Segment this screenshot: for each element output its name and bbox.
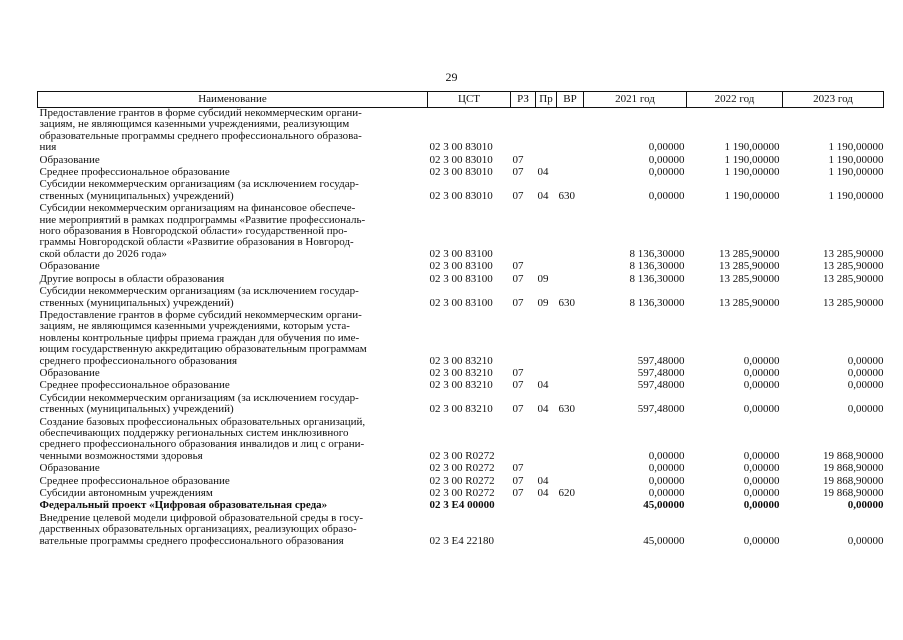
cell-name: Субсидии некоммерческим организациям (за исключением государ- ственных (муниципальных) учреждений): [39, 178, 359, 202]
cell-2022: 0,00000: [743, 379, 780, 392]
cell-2022: 13 285,90000: [719, 247, 780, 260]
cell-pr: 04: [537, 474, 549, 487]
header-pr: Пр: [536, 92, 557, 108]
cell-pr: [536, 500, 557, 512]
cell-name: Другие вопросы в области образования: [39, 272, 225, 285]
cell-name: Субсидии некоммерческим организациям (за исключением государ- ственных (муниципальных) учреждений): [39, 391, 359, 416]
cell-2023: 1 190,00000: [828, 153, 884, 166]
cell-name: Среднее профессиональное образование: [39, 166, 230, 179]
table-row: [38, 463, 884, 475]
cell-name: Образование: [39, 153, 100, 166]
cell-vr: [557, 500, 584, 512]
cell-2021: 0,00000: [648, 449, 685, 462]
cell-vr: [557, 108, 584, 155]
cell-pr: 09: [537, 296, 549, 309]
cell-2022: 0,00000: [743, 462, 780, 475]
cell-2021: 597,48000: [637, 403, 685, 416]
cell-rz: 07: [512, 189, 524, 202]
cell-pr: [536, 463, 557, 475]
cell-rz: 07: [512, 166, 524, 179]
cell-pr: 04: [537, 379, 549, 392]
table-row: [38, 203, 884, 261]
cell-pr: [536, 203, 557, 261]
cell-cst: 02 3 00 R0272: [429, 487, 495, 499]
cell-rz: 07: [512, 272, 524, 285]
cell-pr: 09: [537, 272, 549, 285]
cell-cst: 02 3 00 83210: [429, 379, 493, 392]
cell-2021: 0,00000: [648, 462, 685, 475]
cell-cst: 02 3 00 83100: [429, 247, 493, 260]
cell-rz: 07: [512, 260, 524, 273]
cell-name: Предоставление грантов в форме субсидий некоммерческим органи- зациям, не являющимся казенными учреждениями, которым уста- новлены контрольные цифры приема граждан для обучения по име- ющим государственную аккредитацию образовательным программам среднего профессионального образования: [39, 308, 367, 367]
cell-rz: [511, 500, 536, 512]
cell-name: Образование: [39, 260, 100, 273]
cell-2023: 0,00000: [847, 354, 884, 367]
cell-rz: [511, 310, 536, 368]
cell-2023: 0,00000: [847, 403, 884, 416]
cell-vr: 620: [558, 487, 575, 499]
cell-rz: [511, 203, 536, 261]
header-2021: 2021 год: [584, 92, 687, 108]
cell-2022: 1 190,00000: [724, 153, 780, 166]
cell-2022: 0,00000: [743, 449, 780, 462]
cell-cst: 02 3 00 83010: [429, 141, 493, 154]
cell-vr: [557, 310, 584, 368]
cell-rz: 07: [512, 487, 524, 499]
header-2022: 2022 год: [687, 92, 783, 108]
cell-2022: 0,00000: [743, 534, 780, 547]
cell-pr: 04: [537, 403, 549, 416]
table-row: [38, 108, 884, 155]
cell-cst: 02 3 E4 00000: [429, 499, 495, 512]
cell-2021: 0,00000: [648, 189, 685, 202]
cell-2022: 1 190,00000: [724, 189, 780, 202]
cell-cst: 02 3 00 83210: [429, 354, 493, 367]
cell-vr: [557, 368, 584, 380]
cell-2023: 0,00000: [847, 499, 884, 512]
cell-vr: [557, 380, 584, 392]
cell-pr: [536, 513, 557, 548]
cell-2023: 0,00000: [847, 534, 884, 547]
cell-2022: 0,00000: [743, 354, 780, 367]
header-row: [38, 92, 884, 108]
cell-rz: [511, 513, 536, 548]
cell-2023: 13 285,90000: [823, 247, 884, 260]
table-row: [38, 513, 884, 548]
cell-vr: [557, 417, 584, 464]
table-row: [38, 417, 884, 464]
cell-vr: 630: [558, 403, 575, 416]
cell-pr: [536, 310, 557, 368]
cell-cst: 02 3 00 83100: [429, 260, 493, 273]
cell-2023: 1 190,00000: [828, 141, 884, 154]
cell-name: Образование: [39, 366, 100, 379]
budget-table: [37, 91, 884, 548]
cell-name: Субсидии некоммерческим организациям (за исключением государ- ственных (муниципальных) учреждений): [39, 285, 359, 309]
cell-2021: 597,48000: [637, 366, 685, 379]
cell-rz: 07: [512, 379, 524, 392]
cell-rz: 07: [512, 462, 524, 475]
cell-2021: 45,00000: [643, 534, 685, 547]
table-row: [38, 286, 884, 310]
cell-name: Субсидии автономным учреждениям: [39, 487, 213, 499]
cell-2023: 1 190,00000: [828, 166, 884, 179]
cell-name: Предоставление грантов в форме субсидий некоммерческим органи- зациям, не являющимся казенными учреждениями, реализующим образовательные программы среднего профессионального образова- ния: [39, 107, 362, 154]
cell-2022: 0,00000: [743, 487, 780, 499]
header-rz: РЗ: [511, 92, 536, 108]
cell-2023: 0,00000: [847, 366, 884, 379]
cell-2021: 597,48000: [637, 379, 685, 392]
cell-name: Федеральный проект «Цифровая образовательная среда»: [39, 499, 328, 512]
cell-2023: 1 190,00000: [828, 189, 884, 202]
cell-2022: 0,00000: [743, 474, 780, 487]
cell-rz: 07: [512, 366, 524, 379]
cell-name: Образование: [39, 462, 100, 475]
cell-2022: 0,00000: [743, 366, 780, 379]
cell-2021: 0,00000: [648, 166, 685, 179]
cell-2021: 45,00000: [643, 499, 685, 512]
table-row: [38, 179, 884, 203]
cell-2021: 0,00000: [648, 141, 685, 154]
cell-2022: 1 190,00000: [724, 166, 780, 179]
cell-rz: 07: [512, 403, 524, 416]
cell-cst: 02 3 00 83210: [429, 403, 493, 416]
cell-rz: 07: [512, 296, 524, 309]
cell-2023: 13 285,90000: [823, 260, 884, 273]
table-row: [38, 500, 884, 512]
cell-name: Среднее профессиональное образование: [39, 379, 230, 392]
cell-pr: [536, 108, 557, 155]
cell-2022: 1 190,00000: [724, 141, 780, 154]
cell-pr: 04: [537, 189, 549, 202]
cell-cst: 02 3 00 R0272: [429, 474, 495, 487]
header-cst: ЦСТ: [428, 92, 511, 108]
cell-2023: 19 868,90000: [823, 487, 884, 499]
cell-vr: 630: [558, 296, 575, 309]
cell-2023: 19 868,90000: [823, 474, 884, 487]
cell-name: Внедрение целевой модели цифровой образовательной среды в госу- дарственных образовательных организациях, реализующих образо- вательные программы среднего профессионального образования: [39, 511, 363, 547]
cell-2021: 8 136,30000: [629, 296, 685, 309]
table-row: [38, 380, 884, 392]
cell-rz: [511, 417, 536, 464]
cell-rz: [511, 108, 536, 155]
table-row: [38, 393, 884, 417]
cell-2023: 19 868,90000: [823, 449, 884, 462]
cell-pr: 04: [537, 166, 549, 179]
cell-2021: 8 136,30000: [629, 272, 685, 285]
cell-2023: 13 285,90000: [823, 296, 884, 309]
header-2023: 2023 год: [783, 92, 884, 108]
cell-pr: [536, 261, 557, 273]
cell-2022: 13 285,90000: [719, 296, 780, 309]
cell-cst: 02 3 00 83010: [429, 189, 493, 202]
cell-cst: 02 3 00 83010: [429, 153, 493, 166]
table-row: [38, 310, 884, 368]
cell-pr: [536, 417, 557, 464]
cell-2021: 0,00000: [648, 474, 685, 487]
cell-cst: 02 3 00 83210: [429, 366, 493, 379]
cell-vr: [557, 463, 584, 475]
cell-vr: [557, 274, 584, 286]
cell-cst: 02 3 00 R0272: [429, 462, 495, 475]
cell-vr: [557, 513, 584, 548]
cell-2021: 597,48000: [637, 354, 685, 367]
cell-rz: 07: [512, 153, 524, 166]
cell-name: Среднее профессиональное образование: [39, 474, 230, 487]
header-vr: ВР: [557, 92, 584, 108]
cell-pr: 04: [537, 487, 549, 499]
cell-name: Создание базовых профессиональных образовательных организаций, обеспечивающих поддержку региональных систем инклюзивного среднего профессионального образования инвалидов и лиц с ограни- ченными возможностями здоровья: [39, 415, 366, 462]
cell-2023: 13 285,90000: [823, 272, 884, 285]
cell-2021: 8 136,30000: [629, 247, 685, 260]
cell-2021: 0,00000: [648, 153, 685, 166]
cell-rz: 07: [512, 474, 524, 487]
page-number: 29: [445, 70, 458, 84]
cell-cst: 02 3 00 83010: [429, 166, 493, 179]
cell-cst: 02 3 00 83100: [429, 296, 493, 309]
cell-2022: 13 285,90000: [719, 260, 780, 273]
cell-2023: 0,00000: [847, 379, 884, 392]
cell-vr: [557, 167, 584, 179]
cell-vr: [557, 261, 584, 273]
table-header: [38, 92, 884, 108]
cell-2022: 0,00000: [743, 403, 780, 416]
table-body: [38, 108, 884, 549]
table-row: [38, 261, 884, 273]
cell-name: Субсидии некоммерческим организациям на финансовое обеспече- ние мероприятий в рамках подпрограммы «Развитие профессиональ- ного образования в Новгородской области» государственной про- граммы Новгородской области «Развитие образования в Новгород- ской области до 2026 года»: [39, 202, 366, 260]
cell-2021: 8 136,30000: [629, 260, 685, 273]
cell-vr: 630: [558, 189, 575, 202]
cell-2022: 13 285,90000: [719, 272, 780, 285]
cell-cst: 02 3 00 R0272: [429, 449, 495, 462]
cell-2022: 0,00000: [743, 499, 780, 512]
cell-2023: 19 868,90000: [823, 462, 884, 475]
cell-2021: 0,00000: [648, 487, 685, 499]
cell-vr: [557, 203, 584, 261]
cell-vr: [557, 155, 584, 167]
header-name: Наименование: [38, 92, 428, 108]
cell-cst: 02 3 E4 22180: [429, 534, 494, 547]
cell-cst: 02 3 00 83100: [429, 272, 493, 285]
